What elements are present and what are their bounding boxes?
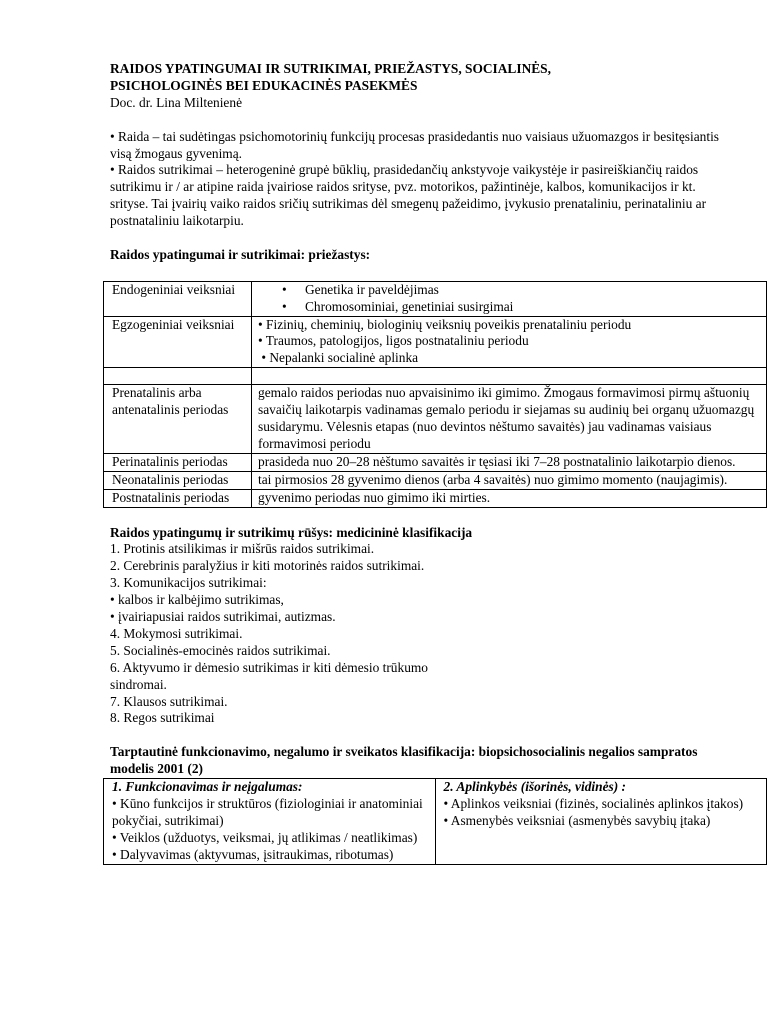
egzo-label: Egzogeniniai veiksniai [104, 316, 252, 368]
doc-title-line1: RAIDOS YPATINGUMAI IR SUTRIKIMAI, PRIEŽASTYS, SOCIALINĖS, [110, 61, 551, 76]
list-item: 6. Aktyvumo ir dėmesio sutrikimas ir kiti dėmesio trūkumo [110, 659, 429, 675]
intro-sutrikimai: • Raidos sutrikimai – heterogeninė grupė būklių, prasidedančių ankstyvoje vaikystėje ir pasireiškiančių raidos sutrikimu ir / ar atipine raida įvairiose raidos srityse, pvz. motorikos, pažintinėje, kalbos, komunikacijos ir kt. srityse. Tai įvairių vaiko raidos sričių sutrikimas dėl smegenų pažeidimo, įvykusio prenataliniu, perinataliniu ar postnataliniu laikotarpiu. [110, 162, 707, 229]
period-text: gemalo raidos periodas nuo apvaisinimo iki gimimo. Žmogaus formavimosi pirmų aštuonių savaičių laikotarpis vadinamas gemalo periodu ir siejamas su audinių bei organų užuomazgų susidarymu. Vėlesnis etapas (nuo devintos nėštumo savaitės) jau vadinamas vaisiaus formavimosi periodu [252, 385, 767, 454]
causes-table [103, 281, 767, 508]
document-page [110, 61, 755, 865]
list-item: • Fizinių, cheminių, biologinių veiksnių poveikis prenataliniu periodu [258, 316, 632, 332]
icf-right-title: 2. Aplinkybės (išorinės, vidinės) : [443, 779, 627, 795]
list-item: • kalbos ir kalbėjimo sutrikimas, [110, 592, 284, 608]
list-item: 7. Klausos sutrikimai. [110, 693, 228, 709]
list-item: 1. Protinis atsilikimas ir mišrūs raidos sutrikimai. [110, 541, 375, 557]
list-item: sindromai. [110, 676, 167, 692]
list-item: • Genetika ir paveldėjimas [258, 282, 762, 299]
list-item: 2. Cerebrinis paralyžius ir kiti motorinės raidos sutrikimai. [110, 558, 425, 574]
list-item: • Nepalanki socialinė aplinka [258, 350, 419, 366]
icf-table [103, 778, 767, 865]
endo-list [258, 282, 762, 316]
period-text: prasideda nuo 20–28 nėštumo savaitės ir tęsiasi iki 7–28 postnatalinio laikotarpio dienos. [252, 453, 767, 471]
types-heading: Raidos ypatingumų ir sutrikimų rūšys: medicininė klasifikacija [110, 524, 473, 540]
period-label: Prenatalinis arba antenatalinis periodas [104, 385, 252, 454]
author: Doc. dr. Lina Miltenienė [110, 94, 243, 110]
period-label: Neonatalinis periodas [104, 471, 252, 489]
causes-heading: Raidos ypatingumai ir sutrikimai: priežastys: [110, 246, 371, 262]
list-item: • įvairiapusiai raidos sutrikimai, autizmas. [110, 609, 336, 625]
table-row [104, 281, 767, 316]
types-list [110, 541, 735, 727]
list-item: • Asmenybės veiksniai (asmenybės savybių įtaka) [443, 812, 711, 828]
list-item: • Veiklos (užduotys, veiksmai, jų atlikimas / neatlikimas) [112, 829, 418, 845]
list-item: • Aplinkos veiksniai (fizinės, socialinės aplinkos įtakos) [443, 795, 744, 811]
list-item: 8. Regos sutrikimai [110, 710, 215, 726]
list-item: • Traumos, patologijos, ligos postnataliniu periodu [258, 333, 529, 349]
period-text: tai pirmosios 28 gyvenimo dienos (arba 4 savaitės) nuo gimimo momento (naujagimis). [252, 471, 767, 489]
list-item: • Dalyvavimas (aktyvumas, įsitraukimas, ribotumas) [112, 846, 394, 862]
list-item: 5. Socialinės-emocinės raidos sutrikimai. [110, 642, 331, 658]
doc-title-line2: PSICHOLOGINĖS BEI EDUKACINĖS PASEKMĖS [110, 77, 418, 93]
table-row [104, 489, 767, 507]
intro-raida: • Raida – tai sudėtingas psichomotorinių funkcijų procesas prasidedantis nuo vaisiaus užuomazgos ir besitęsiantis visą žmogaus gyvenimą. [110, 128, 720, 161]
period-label: Postnatalinis periodas [104, 489, 252, 507]
list-item: • Chromosominiai, genetiniai susirgimai [258, 299, 762, 316]
period-text: gyvenimo periodas nuo gimimo iki mirties. [252, 489, 767, 507]
table-row [104, 368, 767, 385]
icf-left-title: 1. Funkcionavimas ir neįgalumas: [112, 779, 303, 795]
table-row [104, 779, 767, 865]
table-row [104, 316, 767, 368]
table-row [104, 453, 767, 471]
table-row [104, 471, 767, 489]
list-item: • Kūno funkcijos ir struktūros (fiziologiniai ir anatominiai pokyčiai, sutrikimai) [112, 795, 423, 828]
icf-heading: Tarptautinė funkcionavimo, negalumo ir sveikatos klasifikacija: biopsichosocialinis negalios sampratos modelis 2001 (2) [110, 744, 698, 777]
period-label: Perinatalinis periodas [104, 453, 252, 471]
endo-label: Endogeniniai veiksniai [104, 281, 252, 316]
list-item: 4. Mokymosi sutrikimai. [110, 625, 243, 641]
list-item: 3. Komunikacijos sutrikimai: [110, 575, 267, 591]
table-row [104, 385, 767, 454]
